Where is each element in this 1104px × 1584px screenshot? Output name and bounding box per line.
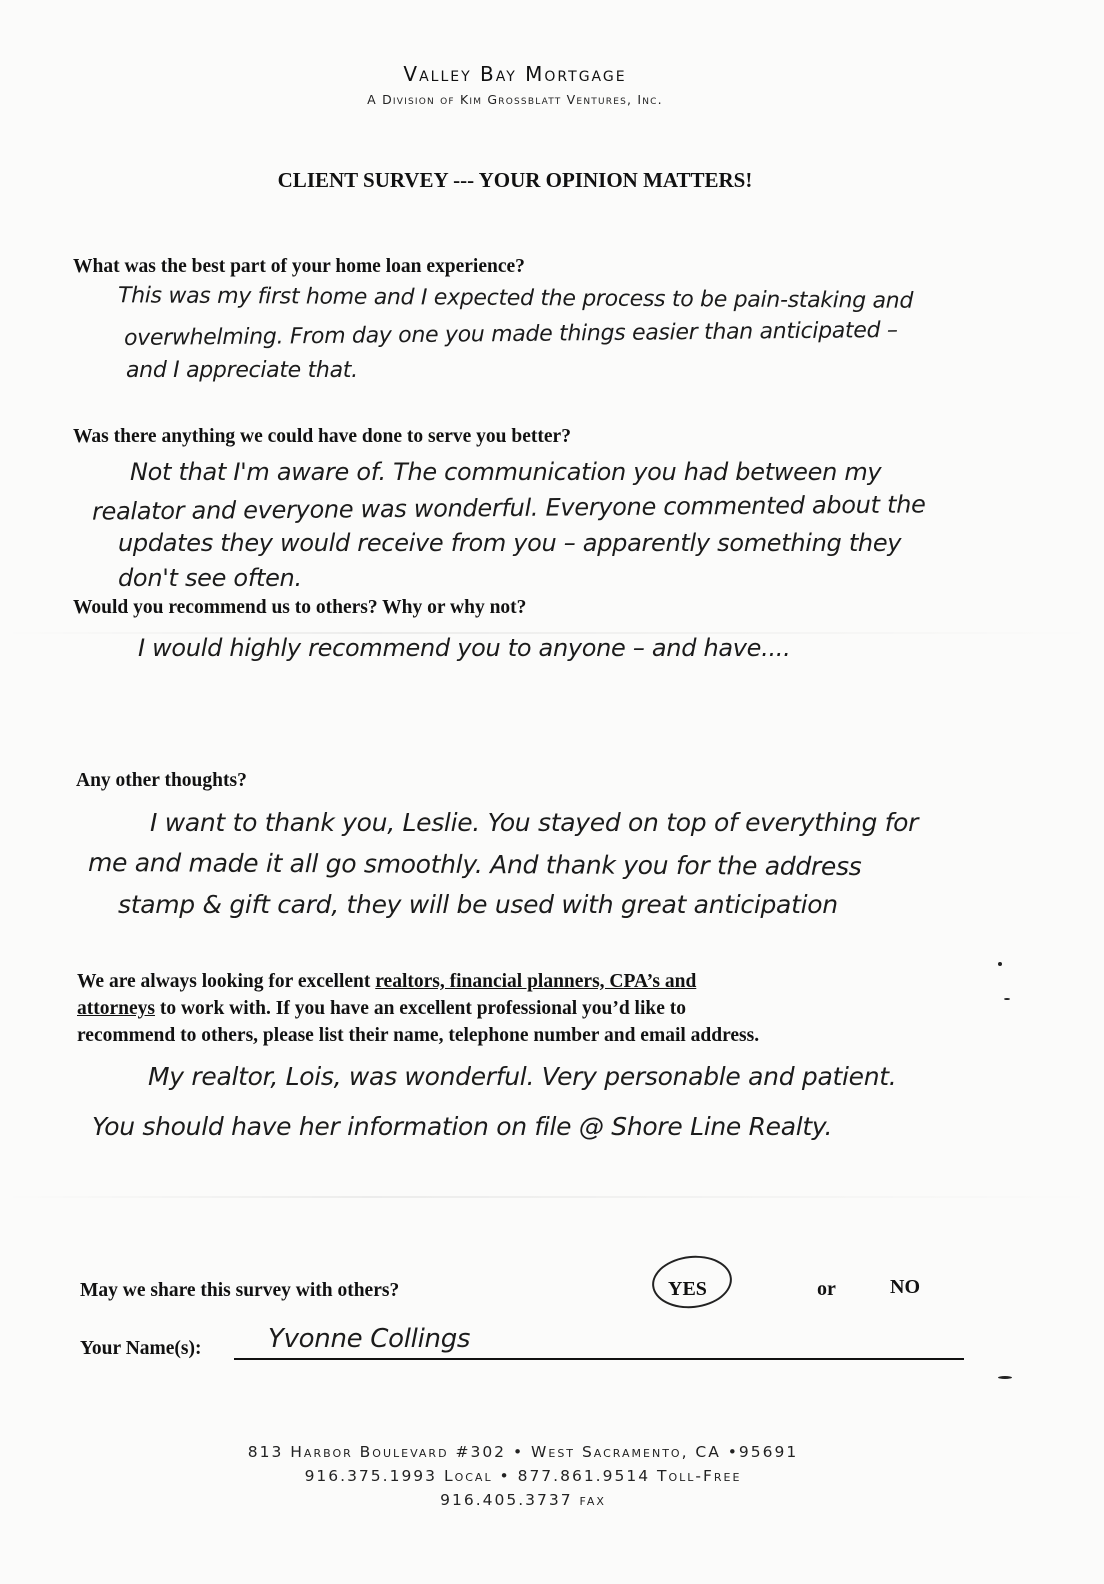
name-underline bbox=[234, 1358, 964, 1360]
share-no-option[interactable]: NO bbox=[890, 1276, 920, 1298]
question-other-thoughts: Any other thoughts? bbox=[76, 770, 247, 791]
answer-line: I want to thank you, Leslie. You stayed on top of everything for bbox=[150, 808, 919, 837]
name-label: Your Name(s): bbox=[80, 1338, 202, 1359]
answer-line: Not that I'm aware of. The communication you had between my bbox=[130, 458, 882, 486]
answer-line: realator and everyone was wonderful. Everyone commented about the bbox=[91, 490, 926, 526]
answer-line: don't see often. bbox=[118, 564, 302, 592]
speck bbox=[1004, 998, 1010, 1000]
answer-line: me and made it all go smoothly. And thank you for the address bbox=[87, 847, 862, 882]
answer-line: stamp & gift card, they will be used with great anticipation bbox=[118, 890, 838, 919]
speck bbox=[998, 1376, 1012, 1379]
question-recommend: Would you recommend us to others? Why or why not? bbox=[73, 597, 527, 618]
question-best-part: What was the best part of your home loan experience? bbox=[73, 256, 525, 277]
answer-line: You should have her information on file @ Shore Line Realty. bbox=[92, 1112, 833, 1141]
fold-crease bbox=[0, 1196, 1104, 1198]
footer-address: 813 Harbor Boulevard #302 • West Sacramento, CA •95691 bbox=[247, 1443, 799, 1461]
speck bbox=[998, 962, 1002, 966]
referral-underlined: realtors, financial planners, CPA’s and bbox=[375, 971, 697, 992]
company-division: A Division of Kim Grossblatt Ventures, Inc. bbox=[367, 92, 663, 107]
referral-text: We are always looking for excellent bbox=[77, 971, 376, 992]
question-serve-better: Was there anything we could have done to serve you better? bbox=[73, 426, 571, 447]
answer-line: My realtor, Lois, was wonderful. Very personable and patient. bbox=[148, 1062, 897, 1091]
referral-text: to work with. If you have an excellent professional you’d like to bbox=[154, 998, 687, 1019]
answer-line: overwhelming. From day one you made things easier than anticipated – bbox=[123, 317, 898, 352]
footer-fax: 916.405.3737 fax bbox=[440, 1491, 606, 1509]
share-yes-option[interactable]: YES bbox=[668, 1278, 707, 1300]
name-field[interactable]: Yvonne Collings bbox=[268, 1324, 471, 1354]
referral-underlined: attorneys bbox=[77, 998, 155, 1019]
survey-title: CLIENT SURVEY --- YOUR OPINION MATTERS! bbox=[277, 168, 753, 192]
footer-phones: 916.375.1993 Local • 877.861.9514 Toll-Free bbox=[304, 1467, 742, 1485]
referral-request bbox=[77, 968, 977, 1049]
referral-text: recommend to others, please list their name, telephone number and email address. bbox=[77, 1025, 760, 1046]
answer-line: and I appreciate that. bbox=[126, 358, 358, 383]
answer-line: This was my first home and I expected the process to be pain-staking and bbox=[117, 283, 914, 314]
answer-line: I would highly recommend you to anyone – and have.... bbox=[138, 634, 791, 662]
selection-circle bbox=[650, 1252, 735, 1312]
question-share: May we share this survey with others? bbox=[80, 1280, 400, 1301]
company-name: Valley Bay Mortgage bbox=[403, 62, 627, 86]
share-or-text: or bbox=[817, 1278, 836, 1300]
answer-line: updates they would receive from you – apparently something they bbox=[118, 529, 902, 557]
